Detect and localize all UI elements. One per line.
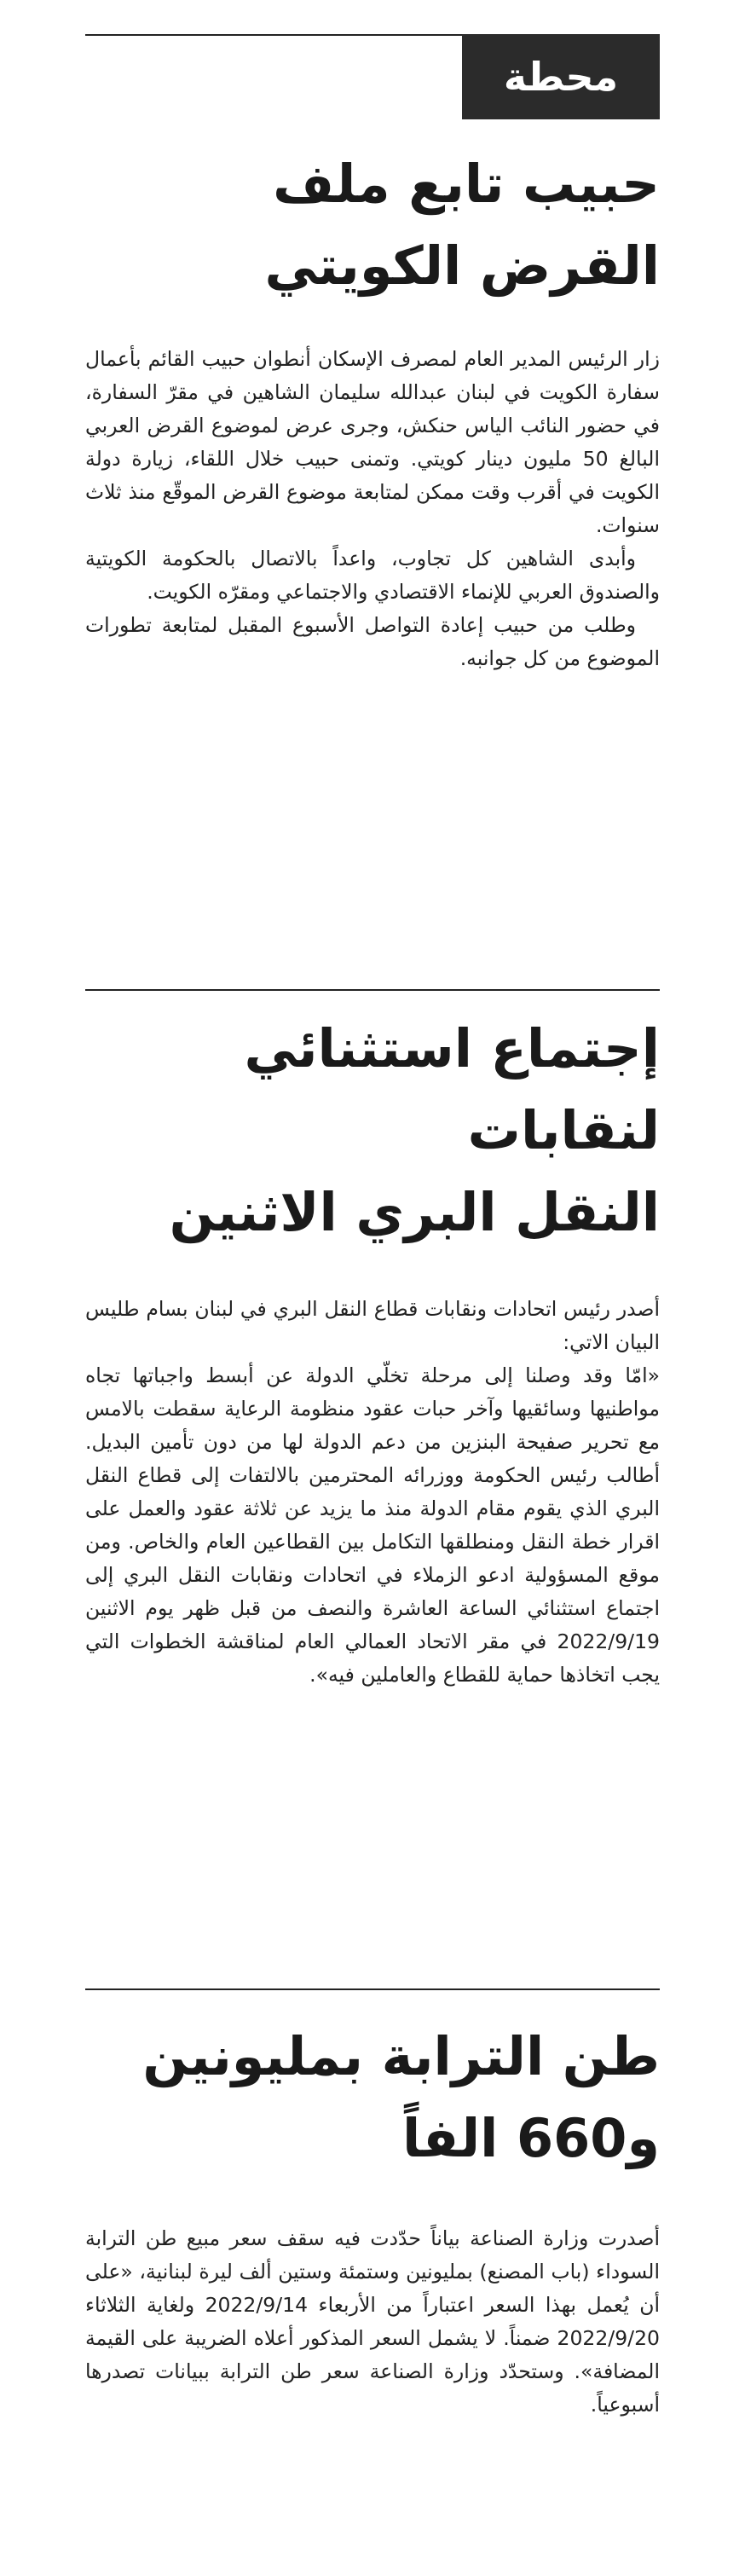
article-paragraph: زار الرئيس المدير العام لمصرف الإسكان أنطوان حبيب القائم بأعمال سفارة الكويت في لبنان عبدالله سليمان الشاهين في مقرّ السفارة، في حضور النائب الياس حنكش، وجرى عرض لموضوع القرض العربي البالغ 50 مليون دينار كويتي. وتمنى حبيب خلال اللقاء، زيارة دولة الكويت في أقرب وقت ممكن لمتابعة موضوع القرض الموقّع منذ ثلاث سنوات. [85,347,660,537]
article-headline [85,1008,660,1253]
article-cement [85,2016,660,2422]
article-paragraph: وطلب من حبيب إعادة التواصل الأسبوع المقبل لمتابعة تطورات الموضوع من كل جوانبه. [85,613,660,670]
headline-line: طن الترابة بمليونين [142,2025,660,2087]
article-paragraph: أصدر رئيس اتحادات ونقابات قطاع النقل البري في لبنان بسام طليس البيان الاتي: [85,1297,660,1354]
article-paragraph: أصدرت وزارة الصناعة بياناً حدّدت فيه سقف سعر مبيع طن الترابة السوداء (باب المصنع) بمليونين وستمئة وستين ألف ليرة لبنانية، «على أن يُعمل بهذا السعر اعتباراً من الأربعاء 2022/9/14 ولغاية الثلاثاء 2022/9/20 ضمناً. لا يشمل السعر المذكور أعلاه الضريبة على القيمة المضافة». وستحدّد وزارة الصناعة سعر طن الترابة ببيانات تصدرها أسبوعياً. [85,2226,660,2417]
headline-line: و660 الفاً [402,2107,660,2169]
article-body [85,1293,660,1692]
article-transport [85,1008,660,1692]
article-body [85,2222,660,2422]
headline-line: النقل البري الاثنين [169,1181,660,1243]
article-headline [85,143,660,307]
headline-line: القرض الكويتي [264,234,660,297]
article-divider [85,989,660,991]
article-loan [85,143,660,675]
article-paragraph: «امّا وقد وصلنا إلى مرحلة تخلّي الدولة عن أبسط واجباتها تجاه مواطنيها وسائقيها وآخر حبات عقود منظومة الرعاية سقطت بالامس مع تحرير صفيحة البنزين من دعم الدولة لها من دون تأمين البديل. أطالب رئيس الحكومة ووزرائه المحترمين بالالتفات إلى قطاع النقل البري الذي يقوم مقام الدولة منذ ما يزيد عن ثلاثة عقود والعمل على اقرار خطة النقل ومنطلقها التكامل بين القطاعين العام والخاص. ومن موقع المسؤولية ادعو الزملاء في اتحادات ونقابات النقل البري إلى اجتماع استثنائي الساعة العاشرة والنصف من قبل ظهر يوم الاثنين 2022/9/19 في مقر الاتحاد العمالي العام لمناقشة الخطوات التي يجب اتخاذها حماية للقطاع والعاملين فيه». [85,1363,660,1687]
article-body [85,343,660,675]
article-paragraph: وأبدى الشاهين كل تجاوب، واعداً بالاتصال بالحكومة الكويتية والصندوق العربي للإنماء الاقتصادي والاجتماعي ومقرّه الكويت. [85,547,660,604]
article-headline [85,2016,660,2179]
article-divider [85,1988,660,1990]
section-label: محطة [462,34,660,119]
headline-line: حبيب تابع ملف [273,153,660,215]
headline-line: إجتماع استثنائي لنقابات [244,1017,660,1161]
